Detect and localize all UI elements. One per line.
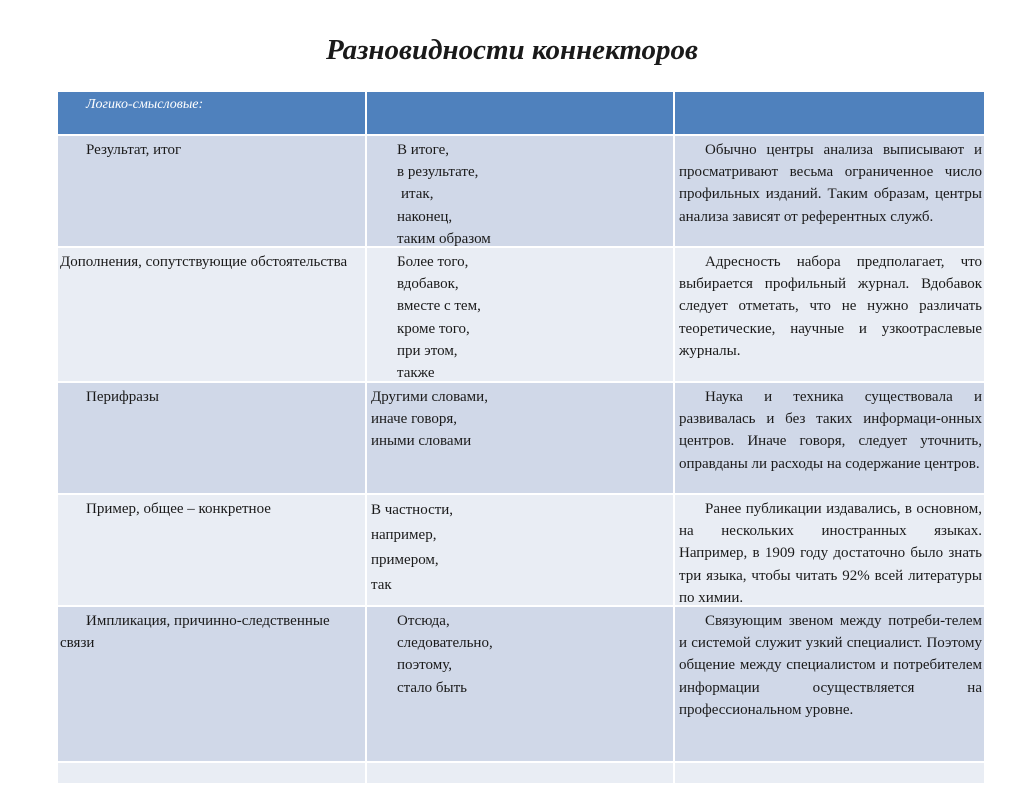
connector-item: при этом, <box>397 342 458 359</box>
table-row <box>58 495 984 607</box>
table-row-partial <box>58 763 984 785</box>
connector-item: кроме того, <box>397 320 470 337</box>
connector-item: иначе говоря, <box>371 411 457 428</box>
example-cell: Наука и техника существовала и развивалась и без таких информаци-онных центров. Иначе говоря, следует уточнить, оправданы ли расходы на содержание центров. <box>675 383 984 493</box>
table-row <box>58 248 984 383</box>
connector-item: например, <box>371 527 437 543</box>
connector-item: следовательно, <box>397 635 493 652</box>
connector-item: иными словами <box>371 433 472 450</box>
connector-type-cell: Пример, общее – конкретное <box>58 495 367 605</box>
connector-item: В частности, <box>371 502 454 518</box>
connector-item: вдобавок, <box>397 276 459 293</box>
connectors-cell <box>367 607 675 761</box>
connector-item: примером, <box>371 552 439 568</box>
connector-type-cell: Дополнения, сопутствующие обстоятельства <box>58 248 367 381</box>
connector-item: В итоге, <box>397 142 450 158</box>
connectors-cell <box>367 136 675 246</box>
connector-item: Более того, <box>397 254 469 270</box>
table-cell <box>367 763 675 783</box>
example-cell: Обычно центры анализа выписывают и просматривают весьма ограниченное число профильных изданий. Таким образам, центры анализа зависят от референтных служб. <box>675 136 984 246</box>
example-cell: Адресность набора предполагает, что выбирается профильный журнал. Вдобавок следует отметать, что не нужно различать теоретические, научные и узкоотраслевые журналы. <box>675 248 984 381</box>
connectors-cell <box>367 495 675 605</box>
page-title: Разновидности коннекторов <box>325 34 698 66</box>
connector-item: Отсюда, <box>397 613 450 629</box>
connector-item: так <box>371 577 392 593</box>
connector-item: также <box>397 365 435 381</box>
connector-item: итак, <box>401 186 434 203</box>
connector-item: поэтому, <box>397 657 452 674</box>
connector-type-cell: Перифразы <box>58 383 367 493</box>
table-cell <box>58 763 367 783</box>
header-cell-connectors <box>367 92 675 134</box>
connector-item: таким образом <box>397 230 491 246</box>
table-cell <box>675 763 984 783</box>
example-cell: Связующим звеном между потреби-телем и системой служит узкий специалист. Поэтому общение между специалистом и потребителем информации осуществляется на профессиональном уровне. <box>675 607 984 761</box>
connectors-cell <box>367 248 675 381</box>
connector-item: стало быть <box>397 679 468 696</box>
table-header-row <box>58 92 984 136</box>
connectors-table <box>58 92 984 785</box>
connectors-cell <box>367 383 675 493</box>
table-row <box>58 607 984 763</box>
connector-item: Другими словами, <box>371 389 488 405</box>
example-cell: Ранее публикации издавались, в основном, на нескольких иностранных языках. Например, в 1909 году достаточно было знать три языка, чтобы читать 92% всей литературы по химии. <box>675 495 984 605</box>
connector-type-cell: Импликация, причинно-следственные связи <box>58 607 367 761</box>
connector-item: вместе с тем, <box>397 298 481 315</box>
table-row <box>58 136 984 248</box>
connector-type-cell: Результат, итог <box>58 136 367 246</box>
table-row <box>58 383 984 495</box>
header-cell-example <box>675 92 984 134</box>
connector-item: наконец, <box>397 208 453 225</box>
header-cell-category: Логико-смысловые: <box>58 92 367 134</box>
connector-item: в результате, <box>397 164 479 181</box>
